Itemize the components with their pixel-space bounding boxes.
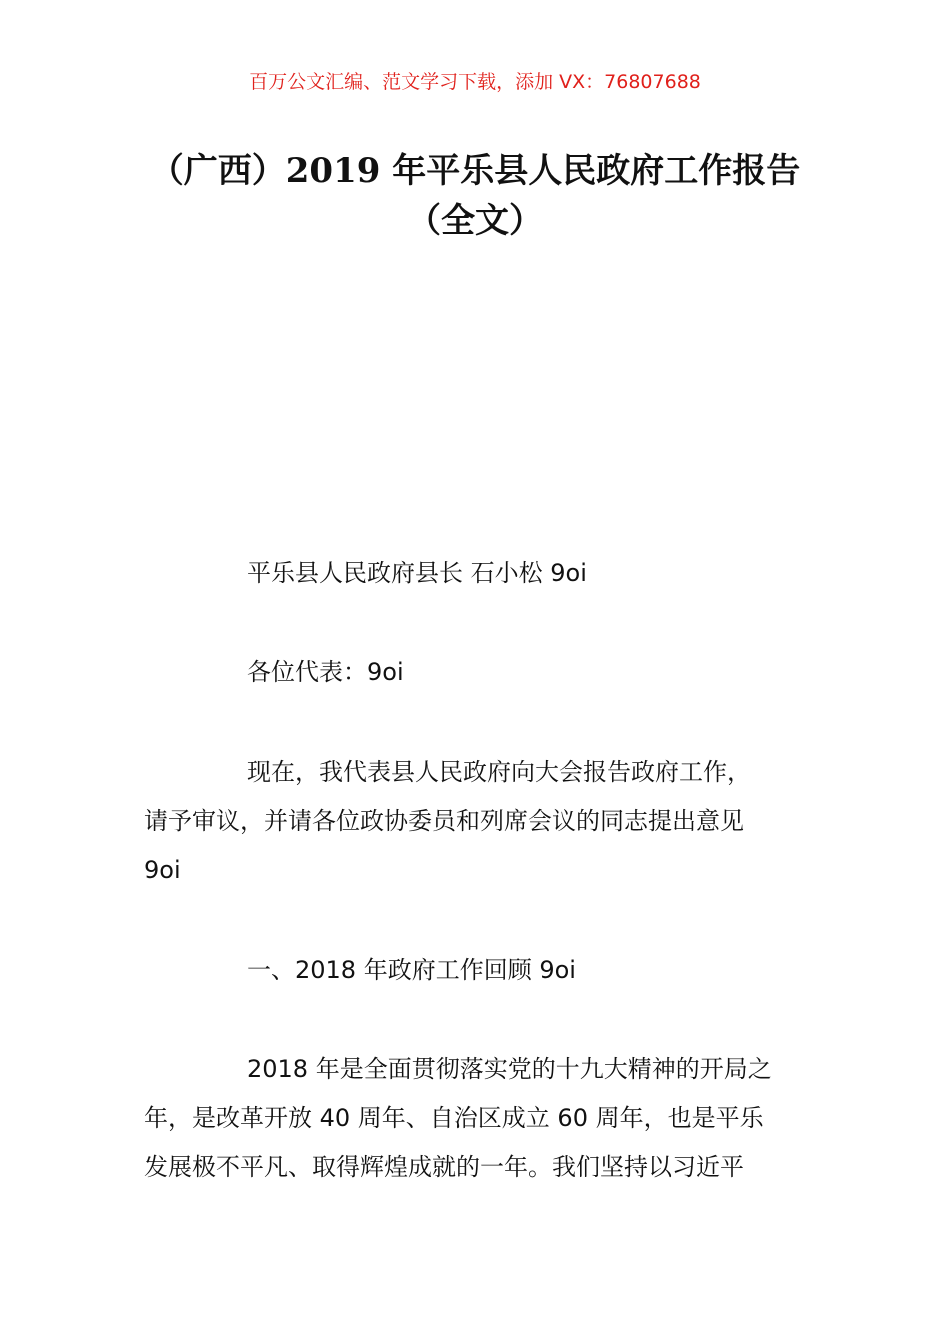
author-line: [144, 549, 810, 598]
intro-line-2: 请予审议，并请各位政协委员和列席会议的同志提出意见: [144, 807, 744, 835]
section-heading: [144, 946, 810, 995]
salutation-text: 各位代表：9oi: [247, 658, 404, 686]
review-line-1: 2018 年是全面贯彻落实党的十九大精神的开局之: [247, 1055, 772, 1083]
salutation: [144, 648, 810, 697]
section-heading-text: 一、2018 年政府工作回顾 9oi: [247, 956, 576, 984]
title-line-1: （广西）2019 年平乐县人民政府工作报告: [149, 151, 801, 191]
intro-line-1: 现在，我代表县人民政府向大会报告政府工作，: [247, 758, 751, 786]
review-line-2: 年，是改革开放 40 周年、自治区成立 60 周年，也是平乐: [144, 1104, 764, 1132]
intro-paragraph: [144, 748, 810, 895]
review-paragraph: [144, 1045, 810, 1192]
review-line-3: 发展极不平凡、取得辉煌成就的一年。我们坚持以习近平: [144, 1153, 744, 1181]
author-text: 平乐县人民政府县长 石小松 9oi: [247, 559, 587, 587]
title-line-2: （全文）: [407, 201, 543, 241]
document-title: [140, 146, 810, 246]
intro-line-3: 9oi: [144, 856, 181, 884]
watermark-banner: 百万公文汇编、范文学习下载，添加 VX：76807688: [249, 71, 701, 93]
